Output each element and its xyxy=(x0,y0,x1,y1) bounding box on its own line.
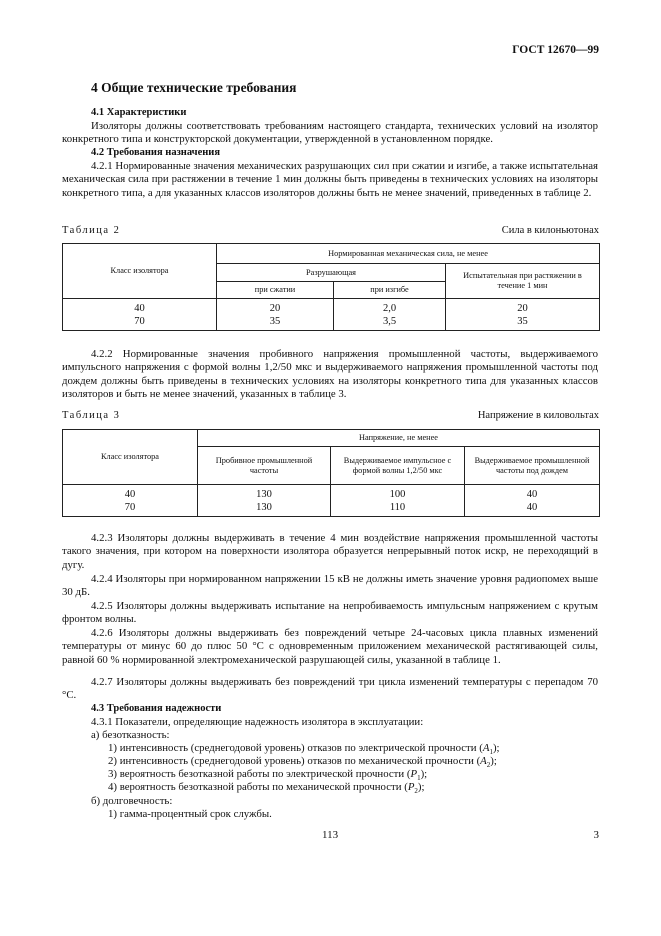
table-cell: 40 xyxy=(63,485,198,502)
paragraph-4-2-2: 4.2.2 Нормированные значения пробивного напряжения промышленной частоты, выдерживаемого импульсного напряжения с формой волны 1,2/50 мкс и выдерживаемого напряжения промышленной частоты под дождем должны быть приведены в технических условиях на изоляторы конкретного типа для указанных классов изоляторов и быть не менее значений, указанных в таблице 3. xyxy=(62,348,598,400)
table-cell: 40 xyxy=(63,299,217,316)
table-cell: 35 xyxy=(446,315,600,331)
table-cell: 100 xyxy=(331,485,465,502)
table-cell: 40 xyxy=(465,501,600,517)
table-cell: 20 xyxy=(446,299,600,316)
paragraph-4-2-3: 4.2.3 Изоляторы должны выдерживать в течение 4 мин воздействие напряжения промышленной частоты такого значения, при котором на поверхности изолятора образуется непрерывный поток искр, не переходящий в дугу. xyxy=(62,532,598,571)
table-2-header-destructive: Разрушающая xyxy=(217,264,446,282)
table-cell: 130 xyxy=(198,501,331,517)
paragraph-4-2-4: 4.2.4 Изоляторы при нормированном напряжении 15 кВ не должны иметь значение уровня радиопомех выше 30 дБ. xyxy=(62,573,598,599)
table-cell: 110 xyxy=(331,501,465,517)
table-row xyxy=(63,299,600,316)
table-2-header-compression: при сжатии xyxy=(217,282,334,299)
list-item: 2) интенсивность (среднегодовой уровень) отказов по механической прочности $(A_2)$; xyxy=(108,755,497,770)
page-number: 113 xyxy=(322,829,339,841)
table-3-caption: Таблица 3 xyxy=(62,410,121,421)
paragraph-4-2-6: 4.2.6 Изоляторы должны выдерживать без повреждений четыре 24-часовых цикла плавных изменений температуры от минус 60 до плюс 50 °С с одновременным приложением механической растягивающей силы, равной 60 % нормированной электромеханической разрушающей силы, указанной в таблице 1. xyxy=(62,627,598,666)
standard-header: ГОСТ 12670—99 xyxy=(512,44,599,56)
table-row xyxy=(63,501,600,517)
table-cell: 35 xyxy=(217,315,334,331)
table-row xyxy=(63,315,600,331)
table-cell: 2,0 xyxy=(334,299,446,316)
table-2-unit: Сила в килоньютонах xyxy=(501,225,599,236)
table-3-unit: Напряжение в киловольтах xyxy=(477,410,599,421)
table-cell: 70 xyxy=(63,315,217,331)
table-2-header-class: Класс изолятора xyxy=(63,244,217,299)
list-item: а) безотказность: xyxy=(91,729,170,741)
table-cell: 70 xyxy=(63,501,198,517)
paragraph-4-3-1: 4.3.1 Показатели, определяющие надежность изолятора в эксплуатации: xyxy=(91,716,424,728)
table-3 xyxy=(62,429,600,517)
table-3-header-breakdown: Пробивное промышленной частоты xyxy=(198,447,331,485)
table-3-header-rain: Выдерживаемое промышленной частоты под дождем xyxy=(465,447,600,485)
list-item: 1) гамма-процентный срок службы. xyxy=(108,808,272,820)
table-cell: 3,5 xyxy=(334,315,446,331)
table-2 xyxy=(62,243,600,331)
subsection-4-1-title: 4.1 Характеристики xyxy=(91,107,187,118)
subsection-4-2-title: 4.2 Требования назначения xyxy=(91,147,221,158)
paragraph-4-1: Изоляторы должны соответствовать требованиям настоящего стандарта, технических условий на изолятор конкретного типа и конструкторской документации, утвержденной в установленном порядке. xyxy=(62,120,598,146)
table-2-header-bending: при изгибе xyxy=(334,282,446,299)
list-item: 1) интенсивность (среднегодовой уровень) отказов по электрической прочности $(A_1)$; xyxy=(108,742,500,757)
table-3-header-impulse: Выдерживаемое импульсное с формой волны 1,2/50 мкс xyxy=(331,447,465,485)
list-item: б) долговечность: xyxy=(91,795,173,807)
page-number-right: 3 xyxy=(593,829,599,841)
table-cell: 130 xyxy=(198,485,331,502)
table-cell: 20 xyxy=(217,299,334,316)
list-item: 4) вероятность безотказной работы по механической прочности $(P_2)$; xyxy=(108,781,425,796)
table-2-header-test: Испытательная при растяжении в течение 1 мин xyxy=(446,264,600,299)
table-3-header-group: Напряжение, не менее xyxy=(198,430,600,447)
paragraph-4-2-7: 4.2.7 Изоляторы должны выдерживать без повреждений три цикла изменений температуры с перепадом 70 °С. xyxy=(62,676,598,702)
table-3-header-class: Класс изолятора xyxy=(63,430,198,485)
table-cell: 40 xyxy=(465,485,600,502)
paragraph-4-2-1: 4.2.1 Нормированные значения механических разрушающих сил при сжатии и изгибе, а также испытательная механическая сила при растяжении в течение 1 мин должны быть приведены в технических условиях на изоляторы конкретного типа, а для указанных классов изоляторов должны быть не менее значений, приведенных в таблице 2. xyxy=(62,160,598,199)
table-row xyxy=(63,485,600,502)
table-2-caption: Таблица 2 xyxy=(62,225,121,236)
section-title: 4 Общие технические требования xyxy=(91,80,297,95)
table-2-header-group: Нормированная механическая сила, не менее xyxy=(217,244,600,264)
paragraph-4-2-5: 4.2.5 Изоляторы должны выдерживать испытание на непробиваемость импульсным напряжением с крутым фронтом волны. xyxy=(62,600,598,626)
list-item: 3) вероятность безотказной работы по электрической прочности $(P_1)$; xyxy=(108,768,428,783)
subsection-4-3-title: 4.3 Требования надежности xyxy=(91,703,222,714)
